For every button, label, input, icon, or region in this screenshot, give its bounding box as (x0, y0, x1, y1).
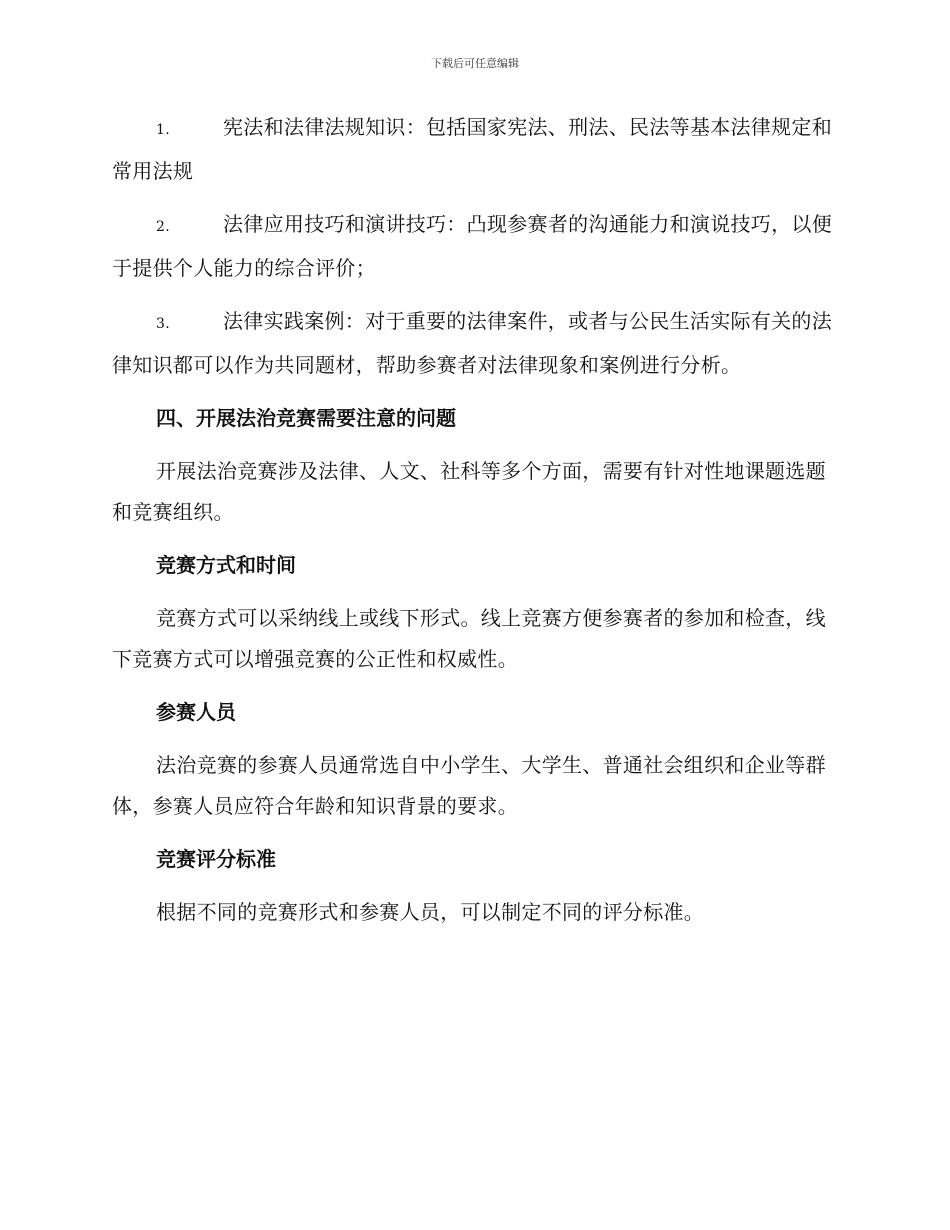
page-header: 下载后可任意编辑 (431, 57, 519, 70)
subsection-heading: 竞赛评分标准 (156, 847, 276, 871)
list-item (112, 107, 834, 192)
list-text: 法律应用技巧和演讲技巧：凸现参赛者的沟通能力和演说技巧，以便于提供个人能力的综合评价； (112, 212, 832, 280)
section-heading: 四、开展法治竞赛需要注意的问题 (156, 406, 456, 430)
list-number: 3. (156, 316, 170, 332)
list-text: 法律实践案例：对于重要的法律案件，或者与公民生活实际有关的法律知识都可以作为共同题材，帮助参赛者对法律现象和案例进行分析。 (112, 309, 832, 377)
list-item (112, 204, 834, 289)
subsection-heading: 参赛人员 (156, 700, 236, 724)
list-number: 2. (156, 219, 170, 235)
subsection-text: 竞赛方式可以采纳线上或线下形式。线上竞赛方便参赛者的参加和检查，线下竞赛方式可以增强竞赛的公正性和权威性。 (112, 606, 826, 671)
list-item (112, 301, 834, 386)
list-number: 1. (156, 122, 170, 138)
subsection-text: 法治竞赛的参赛人员通常选自中小学生、大学生、普通社会组织和企业等群体，参赛人员应符合年龄和知识背景的要求。 (112, 753, 826, 818)
section-intro: 开展法治竞赛涉及法律、人文、社科等多个方面，需要有针对性地课题选题和竞赛组织。 (112, 459, 826, 524)
subsection-text: 根据不同的竞赛形式和参赛人员，可以制定不同的评分标准。 (156, 900, 705, 924)
list-text: 宪法和法律法规知识：包括国家宪法、刑法、民法等基本法律规定和常用法规 (112, 115, 832, 183)
document-body (112, 107, 834, 945)
subsection-heading: 竞赛方式和时间 (156, 553, 296, 577)
